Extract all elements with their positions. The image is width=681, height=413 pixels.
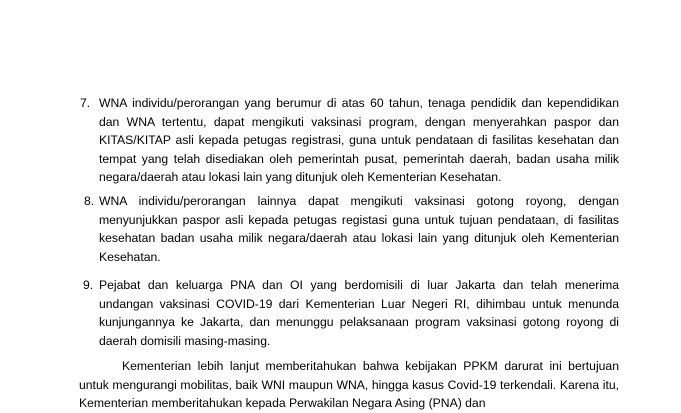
item-number: 8. — [84, 194, 95, 208]
item-number: 9. — [83, 278, 94, 292]
closing-paragraph: Kementerian lebih lanjut memberitahukan bahwa kebijakan PPKM darurat ini bertujuan untuk mengurangi mobilitas, baik WNI maupun WNA, hingga kasus Covid-19 terkendali. Karena itu, Kementerian memberitahukan kepada Perwakilan Negara Asing (PNA) dan — [79, 359, 619, 410]
item-text: Pejabat dan keluarga PNA dan OI yang berdomisili di luar Jakarta dan telah menerima undangan vaksinasi COVID-19 dari Kementerian Luar Negeri RI, dihimbau untuk menunda kunjungannya ke Jakarta, dan menunggu pelaksanaan program vaksinasi gotong royong di daerah domisili masing-masing. — [99, 278, 619, 348]
item-text: WNA individu/perorangan lainnya dapat mengikuti vaksinasi gotong royong, dengan menyunjukkan paspor asli kepada petugas registasi guna untuk tujuan pendataan, di fasilitas kesehatan badan usaha milik negara/daerah atau lokasi lain yang ditunjuk oleh Kementerian Kesehatan. — [99, 194, 619, 264]
item-number: 7. — [80, 96, 91, 110]
item-text: WNA individu/perorangan yang berumur di atas 60 tahun, tenaga pendidik dan kependidikan dan WNA tertentu, dapat mengikuti vaksinasi program, dengan menyerahkan paspor dan KITAS/KITAP asli kepada petugas registrasi, guna untuk pendataan di fasilitas kesehatan dan tempat yang telah disediakan oleh pemerintah pusat, pemerintah daerah, badan usaha milik negara/daerah atau lokasi lain yang ditunjuk oleh Kementerian Kesehatan. — [99, 96, 619, 184]
